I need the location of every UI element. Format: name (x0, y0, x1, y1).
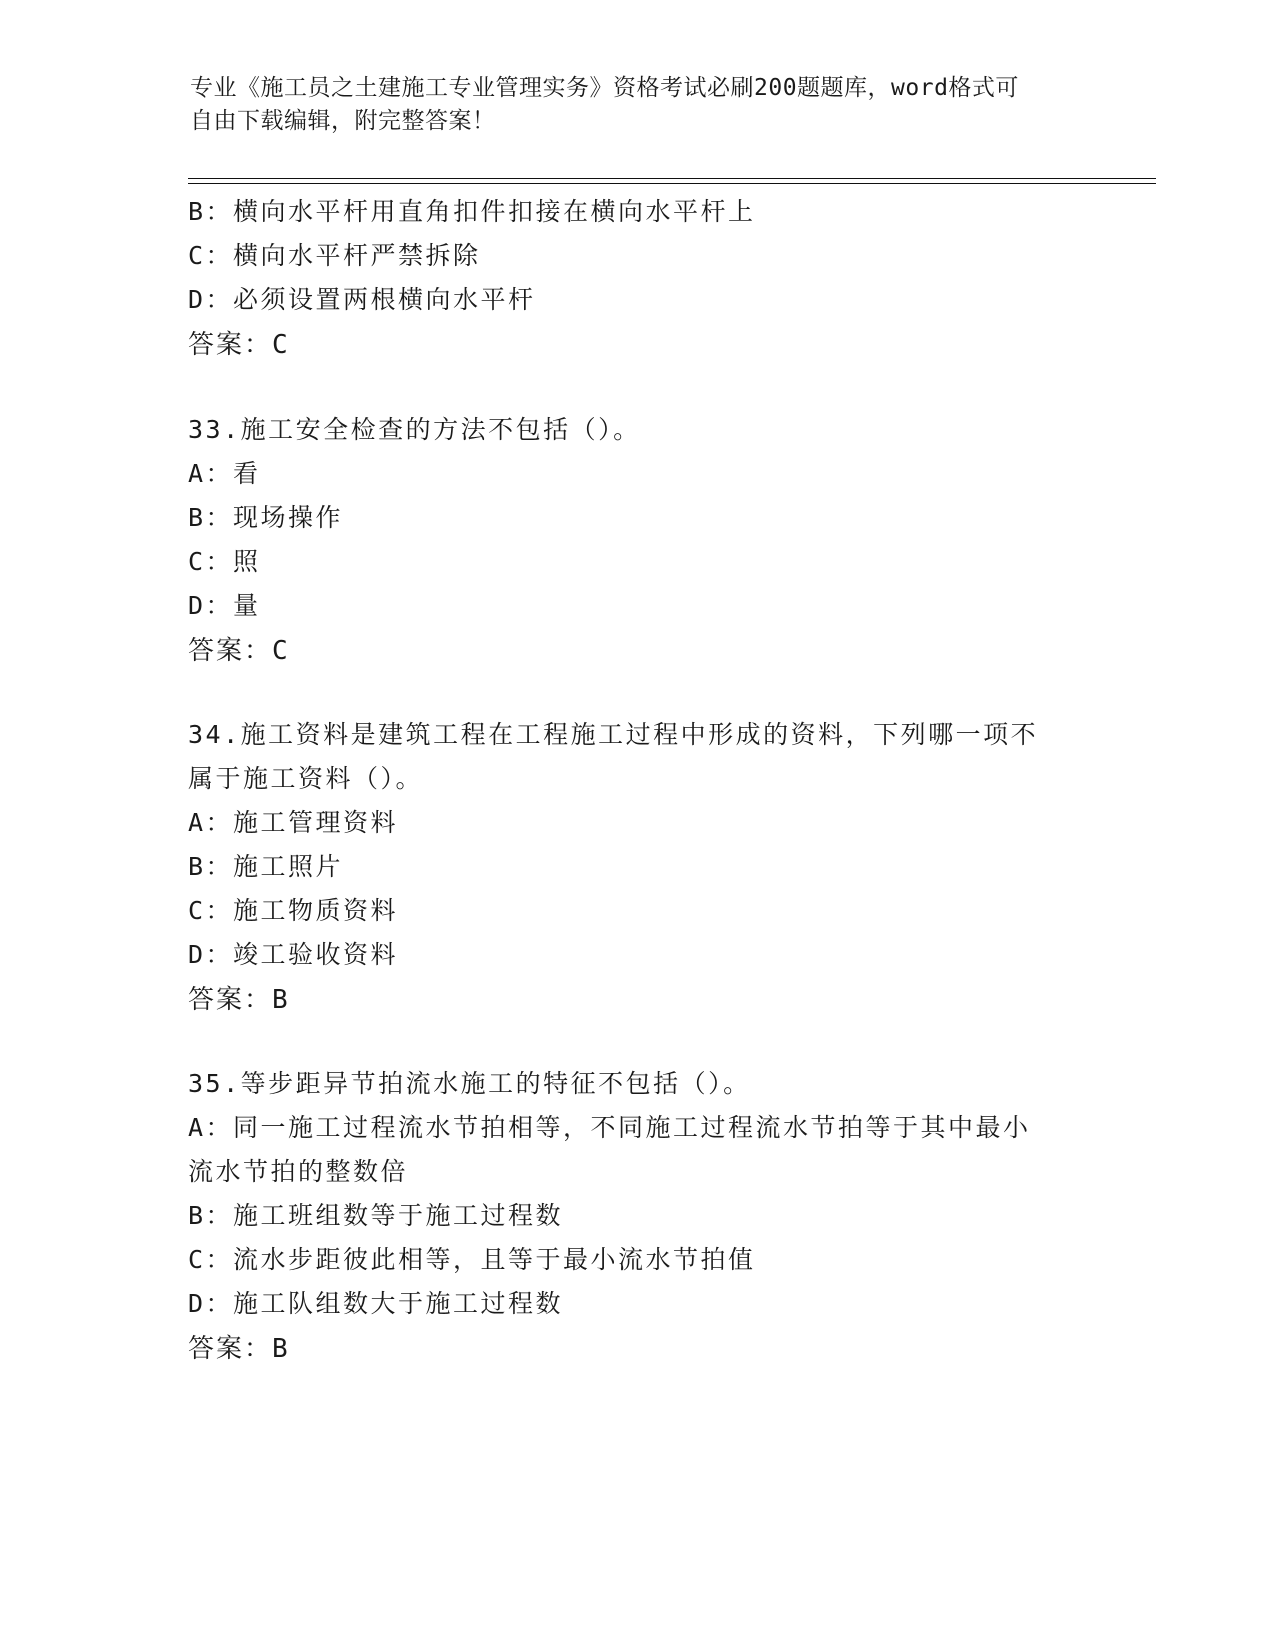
answer-label: 答案： (188, 330, 273, 360)
header-line-1: 专业《施工员之土建施工专业管理实务》资格考试必刷200题题库，word格式可 (190, 75, 1019, 101)
option-a: A：施工管理资料 (188, 808, 399, 837)
option-b: B：现场操作 (188, 503, 344, 532)
question-stem-continued: 属于施工资料（）。 (188, 764, 424, 793)
option-a: A：看 (188, 459, 261, 488)
answer-value: B (272, 1334, 289, 1364)
answer-line (188, 630, 289, 667)
answer-value: C (272, 636, 289, 666)
answer-line (188, 1328, 289, 1365)
answer-label: 答案： (188, 985, 273, 1015)
header-divider-bottom (188, 183, 1156, 184)
question-stem: 34.施工资料是建筑工程在工程施工过程中形成的资料，下列哪一项不 (188, 720, 1039, 749)
answer-label: 答案： (188, 636, 273, 666)
option-c: C：照 (188, 547, 261, 576)
header-divider-top (188, 178, 1156, 179)
answer-line (188, 979, 289, 1016)
option-c: C：流水步距彼此相等，且等于最小流水节拍值 (188, 1245, 756, 1274)
answer-value: C (272, 330, 289, 360)
option-d: D：必须设置两根横向水平杆 (188, 285, 536, 314)
option-d: D：量 (188, 591, 261, 620)
answer-value: B (272, 985, 289, 1015)
option-c: C：施工物质资料 (188, 896, 399, 925)
option-a: A：同一施工过程流水节拍相等，不同施工过程流水节拍等于其中最小 (188, 1113, 1031, 1142)
answer-label: 答案： (188, 1334, 273, 1364)
option-b: B：横向水平杆用直角扣件扣接在横向水平杆上 (188, 197, 756, 226)
option-d: D：竣工验收资料 (188, 940, 399, 969)
option-d: D：施工队组数大于施工过程数 (188, 1289, 564, 1318)
option-b: B：施工班组数等于施工过程数 (188, 1201, 564, 1230)
question-stem: 35.等步距异节拍流水施工的特征不包括（）。 (188, 1069, 751, 1098)
header-line-2: 自由下载编辑，附完整答案！ (190, 108, 496, 134)
option-a-continued: 流水节拍的整数倍 (188, 1157, 409, 1186)
document-header (190, 72, 1090, 138)
option-c: C：横向水平杆严禁拆除 (188, 241, 481, 270)
answer-line (188, 324, 289, 361)
question-stem: 33.施工安全检查的方法不包括（）。 (188, 415, 641, 444)
option-b: B：施工照片 (188, 852, 344, 881)
